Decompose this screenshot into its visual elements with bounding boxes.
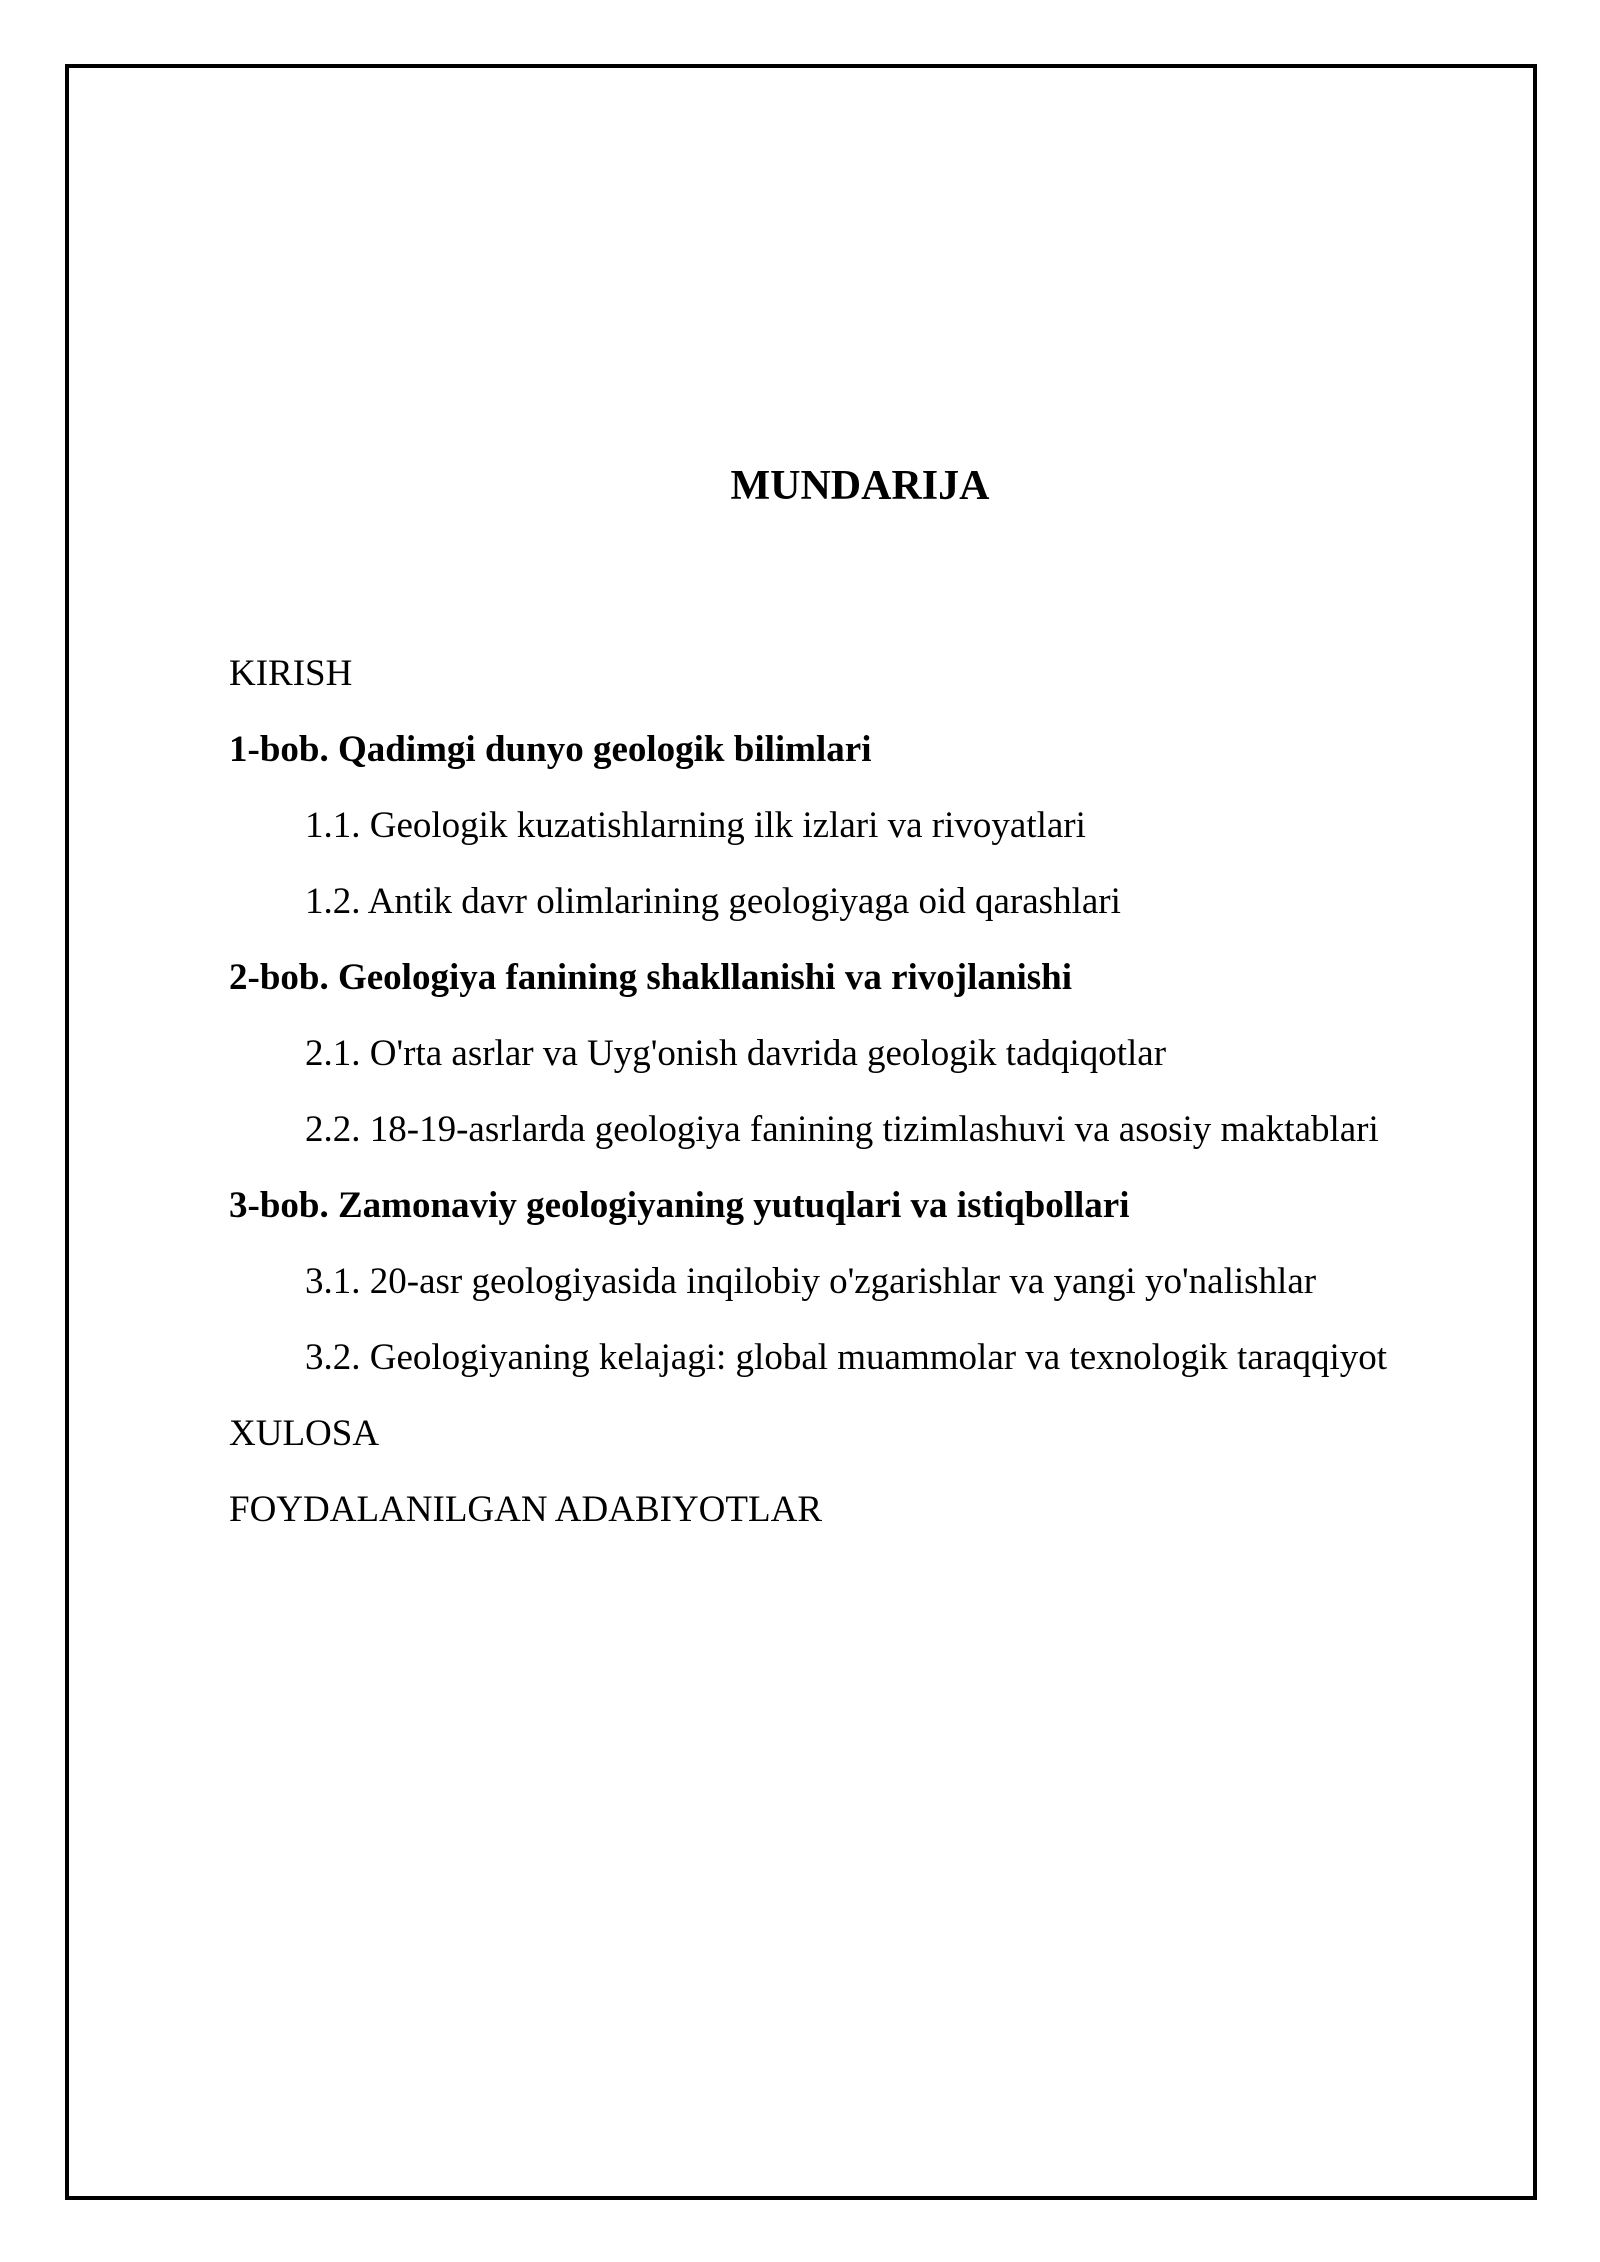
toc-chapter-2: 2-bob. Geologiya fanining shakllanishi va rivojlanishi [229,957,1072,998]
toc-section-3-2: 3.2. Geologiyaning kelajagi: global muammolar va texnologik taraqqiyot [305,1337,1387,1378]
toc-section-2-1: 2.1. O'rta asrlar va Uyg'onish davrida geologik tadqiqotlar [305,1033,1167,1074]
toc-chapter-3: 3-bob. Zamonaviy geologiyaning yutuqlari va istiqbollari [229,1185,1130,1226]
toc-entry-references: FOYDALANILGAN ADABIYOTLAR [229,1489,822,1530]
toc-section-2-2: 2.2. 18-19-asrlarda geologiya fanining tizimlashuvi va asosiy maktablari [305,1109,1379,1150]
toc-section-1-1: 1.1. Geologik kuzatishlarning ilk izlari va rivoyatlari [305,805,1086,846]
toc-chapter-1: 1-bob. Qadimgi dunyo geologik bilimlari [229,729,872,770]
toc-section-3-1: 3.1. 20-asr geologiyasida inqilobiy o'zgarishlar va yangi yo'nalishlar [305,1261,1317,1302]
table-of-contents [229,636,1469,1548]
toc-section-1-2: 1.2. Antik davr olimlarining geologiyaga oid qarashlari [305,881,1121,922]
toc-entry-conclusion: XULOSA [229,1413,380,1454]
page-title: MUNDARIJA [730,463,990,509]
toc-entry-introduction: KIRISH [229,653,353,694]
